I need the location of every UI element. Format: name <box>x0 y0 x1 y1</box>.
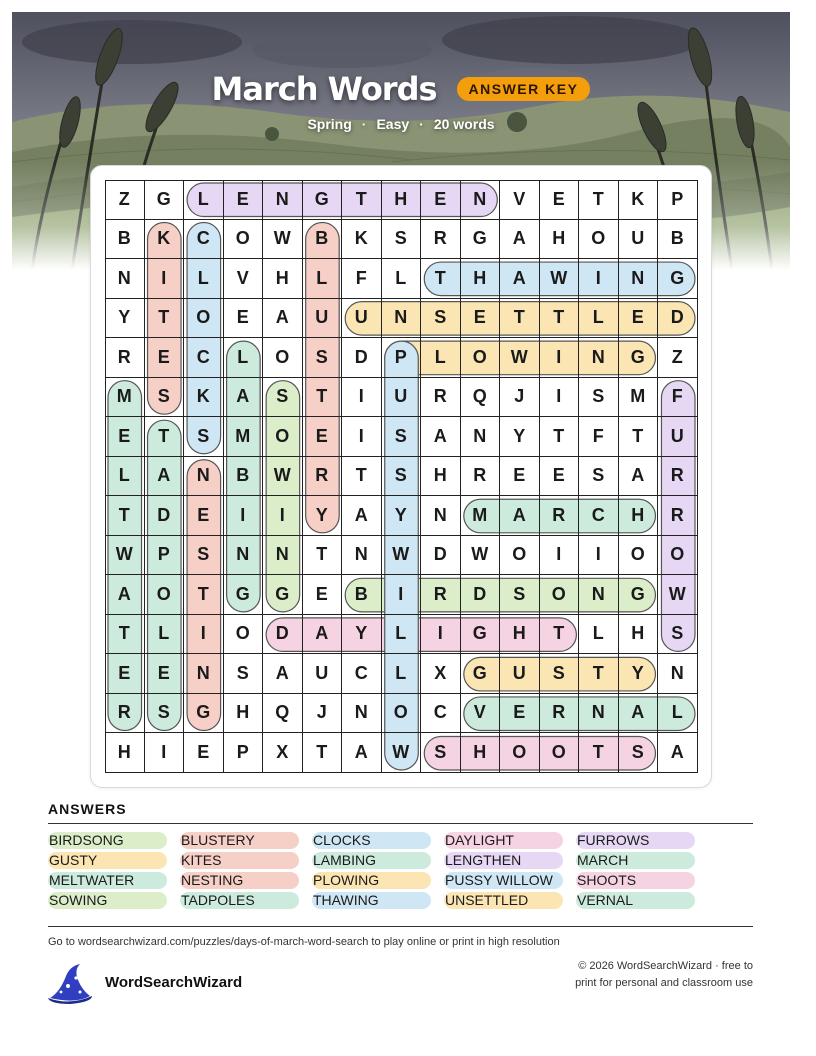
grid-cell: D <box>342 338 382 378</box>
grid-cell: W <box>658 575 698 615</box>
grid-cell: P <box>224 733 264 773</box>
answers-heading: ANSWERS <box>48 801 127 817</box>
grid-cell: H <box>105 733 145 773</box>
grid-cell: H <box>500 615 540 655</box>
answer-item: SOWING <box>48 892 167 909</box>
grid-cell: M <box>224 417 264 457</box>
answer-item: LENGTHEN <box>444 852 563 869</box>
grid-cell: L <box>184 259 224 299</box>
grid-cell: T <box>342 180 382 220</box>
grid-cell: X <box>263 733 303 773</box>
grid-cell: G <box>184 694 224 734</box>
answer-item: KITES <box>180 852 299 869</box>
grid-cell: I <box>145 259 185 299</box>
grid-cell: N <box>105 259 145 299</box>
grid-cell: F <box>579 417 619 457</box>
grid-cell: G <box>461 220 501 260</box>
grid-cell: A <box>145 457 185 497</box>
grid-cell: A <box>342 733 382 773</box>
grid-cell: O <box>500 733 540 773</box>
grid-cell: J <box>500 378 540 418</box>
grid-cell: E <box>540 180 580 220</box>
grid-cell: S <box>421 299 461 339</box>
grid-cell: U <box>303 299 343 339</box>
answer-item: CLOCKS <box>312 832 431 849</box>
grid-cell: O <box>184 299 224 339</box>
grid-cell: C <box>184 220 224 260</box>
grid-cell: E <box>303 417 343 457</box>
grid-cell: V <box>500 180 540 220</box>
grid-cell: E <box>145 338 185 378</box>
grid-cell: B <box>224 457 264 497</box>
grid-cell: A <box>619 694 659 734</box>
grid-cell: H <box>461 259 501 299</box>
grid-cell: O <box>224 220 264 260</box>
grid-cell: A <box>421 417 461 457</box>
grid-cell: W <box>263 457 303 497</box>
grid-cell: B <box>342 575 382 615</box>
grid-cell: I <box>145 733 185 773</box>
grid-cell: I <box>184 615 224 655</box>
grid-cell: U <box>658 417 698 457</box>
grid-cell: O <box>500 536 540 576</box>
grid-cell: I <box>382 575 422 615</box>
grid-cell: N <box>579 694 619 734</box>
grid-cell: T <box>579 180 619 220</box>
grid-cell: W <box>500 338 540 378</box>
grid-cell: A <box>342 496 382 536</box>
difficulty-label: Easy <box>376 116 410 132</box>
word-count-label: 20 words <box>433 116 495 132</box>
grid-cell: A <box>658 733 698 773</box>
grid-cell: D <box>263 615 303 655</box>
grid-cell: G <box>461 654 501 694</box>
theme-label: Spring <box>307 116 352 132</box>
answer-item: NESTING <box>180 872 299 889</box>
grid-cell: B <box>658 220 698 260</box>
grid-cell: N <box>579 338 619 378</box>
grid-cell: K <box>619 180 659 220</box>
grid-cell: T <box>540 417 580 457</box>
grid-cell: T <box>105 615 145 655</box>
grid-cell: S <box>382 457 422 497</box>
grid-cell: I <box>579 536 619 576</box>
grid-cell: L <box>105 457 145 497</box>
grid-cell: A <box>619 457 659 497</box>
grid-cell: P <box>382 338 422 378</box>
grid-cell: Z <box>658 338 698 378</box>
answer-item: BIRDSONG <box>48 832 167 849</box>
grid-cell: H <box>619 496 659 536</box>
word-grid <box>105 180 698 773</box>
grid-cell: E <box>105 417 145 457</box>
grid-cell: S <box>145 694 185 734</box>
grid-cell: L <box>382 654 422 694</box>
grid-cell: L <box>184 180 224 220</box>
grid-cell: A <box>500 496 540 536</box>
grid-cell: L <box>579 615 619 655</box>
puzzle-meta <box>12 116 790 132</box>
grid-cell: A <box>263 654 303 694</box>
grid-cell: Q <box>263 694 303 734</box>
grid-cell: T <box>303 378 343 418</box>
grid-cell: U <box>342 299 382 339</box>
grid-cell: P <box>658 180 698 220</box>
grid-cell: N <box>421 496 461 536</box>
grid-cell: T <box>145 299 185 339</box>
grid-cell: W <box>382 536 422 576</box>
grid-cell: T <box>579 733 619 773</box>
grid-cell: E <box>184 733 224 773</box>
answer-item: BLUSTERY <box>180 832 299 849</box>
grid-cell: E <box>105 654 145 694</box>
grid-cell: Q <box>461 378 501 418</box>
grid-cell: T <box>184 575 224 615</box>
grid-cell: I <box>540 338 580 378</box>
grid-cell: N <box>263 180 303 220</box>
grid-cell: S <box>145 378 185 418</box>
grid-cell: F <box>342 259 382 299</box>
grid-cell: H <box>461 733 501 773</box>
grid-cell: N <box>579 575 619 615</box>
grid-cell: L <box>224 338 264 378</box>
answer-item: LAMBING <box>312 852 431 869</box>
grid-cell: C <box>184 338 224 378</box>
grid-cell: V <box>224 259 264 299</box>
grid-cell: R <box>421 378 461 418</box>
grid-cell: E <box>145 654 185 694</box>
brand-name: WordSearchWizard <box>105 974 243 991</box>
grid-cell: B <box>105 220 145 260</box>
grid-cell: C <box>579 496 619 536</box>
grid-cell: C <box>342 654 382 694</box>
grid-cell: O <box>224 615 264 655</box>
grid-cell: T <box>303 733 343 773</box>
grid-cell: N <box>342 536 382 576</box>
answer-item: MARCH <box>576 852 695 869</box>
grid-cell: I <box>579 259 619 299</box>
grid-cell: A <box>500 220 540 260</box>
grid-cell: U <box>382 378 422 418</box>
grid-cell: L <box>658 694 698 734</box>
grid-cell: Y <box>500 417 540 457</box>
grid-cell: E <box>540 457 580 497</box>
grid-cell: S <box>303 338 343 378</box>
grid-cell: U <box>619 220 659 260</box>
grid-cell: T <box>579 654 619 694</box>
grid-cell: R <box>658 496 698 536</box>
grid-cell: K <box>145 220 185 260</box>
grid-cell: I <box>421 615 461 655</box>
grid-cell: N <box>658 654 698 694</box>
grid-cell: D <box>658 299 698 339</box>
grid-cell: G <box>619 575 659 615</box>
grid-cell: T <box>540 615 580 655</box>
wizard-hat-icon <box>46 962 94 1006</box>
grid-cell: S <box>184 536 224 576</box>
grid-cell: O <box>263 417 303 457</box>
grid-cell: N <box>342 694 382 734</box>
grid-cell: I <box>540 378 580 418</box>
grid-cell: E <box>500 457 540 497</box>
grid-cell: A <box>263 299 303 339</box>
grid-cell: N <box>382 299 422 339</box>
grid-cell: H <box>224 694 264 734</box>
grid-cell: S <box>579 378 619 418</box>
grid-cell: R <box>540 496 580 536</box>
grid-cell: D <box>461 575 501 615</box>
grid-cell: T <box>342 457 382 497</box>
grid-cell: Y <box>303 496 343 536</box>
grid-cell: O <box>658 536 698 576</box>
grid-cell: P <box>145 536 185 576</box>
grid-cell: W <box>540 259 580 299</box>
grid-cell: N <box>263 536 303 576</box>
grid-cell: W <box>461 536 501 576</box>
page-title: March Words <box>211 70 437 108</box>
grid-cell: K <box>184 378 224 418</box>
grid-cell: H <box>263 259 303 299</box>
answer-key-badge: ANSWER KEY <box>457 77 591 101</box>
grid-cell: S <box>658 615 698 655</box>
grid-cell: N <box>461 417 501 457</box>
grid-cell: Y <box>105 299 145 339</box>
grid-cell: A <box>500 259 540 299</box>
grid-cell: H <box>619 615 659 655</box>
grid-cell: I <box>342 378 382 418</box>
grid-cell: F <box>658 378 698 418</box>
grid-cell: A <box>224 378 264 418</box>
grid-cell: E <box>224 180 264 220</box>
grid-cell: O <box>461 338 501 378</box>
grid-cell: E <box>421 180 461 220</box>
grid-cell: I <box>263 496 303 536</box>
grid-cell: Y <box>342 615 382 655</box>
grid-cell: E <box>224 299 264 339</box>
grid-cell: T <box>540 299 580 339</box>
grid-cell: O <box>382 694 422 734</box>
grid-cell: M <box>461 496 501 536</box>
divider <box>48 926 753 927</box>
answer-item: TADPOLES <box>180 892 299 909</box>
grid-cell: R <box>303 457 343 497</box>
grid-cell: S <box>263 378 303 418</box>
grid-cell: S <box>224 654 264 694</box>
grid-cell: G <box>461 615 501 655</box>
grid-cell: E <box>619 299 659 339</box>
answers-list <box>48 832 753 912</box>
grid-cell: G <box>224 575 264 615</box>
grid-cell: E <box>184 496 224 536</box>
grid-cell: R <box>540 694 580 734</box>
grid-cell: A <box>105 575 145 615</box>
grid-cell: I <box>224 496 264 536</box>
answer-item: PLOWING <box>312 872 431 889</box>
grid-cell: O <box>263 338 303 378</box>
answer-item: MELTWATER <box>48 872 167 889</box>
grid-cell: S <box>619 733 659 773</box>
grid-cell: C <box>421 694 461 734</box>
copyright-notice: © 2026 WordSearchWizard · free to print for personal and classroom use <box>575 960 753 989</box>
grid-cell: N <box>461 180 501 220</box>
grid-cell: N <box>619 259 659 299</box>
footer-url: Go to wordsearchwizard.com/puzzles/days-of-march-word-search to play online or print in high resolution <box>48 936 560 948</box>
grid-cell: Z <box>105 180 145 220</box>
grid-cell: H <box>382 180 422 220</box>
grid-cell: W <box>263 220 303 260</box>
grid-cell: G <box>145 180 185 220</box>
grid-cell: N <box>184 654 224 694</box>
answer-item: PUSSY WILLOW <box>444 872 563 889</box>
grid-cell: R <box>421 220 461 260</box>
grid-cell: E <box>461 299 501 339</box>
grid-cell: S <box>421 733 461 773</box>
grid-cell: G <box>263 575 303 615</box>
grid-cell: H <box>540 220 580 260</box>
grid-cell: L <box>303 259 343 299</box>
separator: · <box>419 116 424 132</box>
grid-cell: D <box>421 536 461 576</box>
answer-item: SHOOTS <box>576 872 695 889</box>
grid-cell: M <box>619 378 659 418</box>
grid-cell: Y <box>382 496 422 536</box>
answer-item: VERNAL <box>576 892 695 909</box>
grid-cell: L <box>579 299 619 339</box>
grid-cell: I <box>540 536 580 576</box>
grid-cell: O <box>145 575 185 615</box>
grid-cell: I <box>342 417 382 457</box>
grid-cell: R <box>461 457 501 497</box>
grid-cell: N <box>224 536 264 576</box>
grid-cell: Y <box>619 654 659 694</box>
letter-grid <box>105 180 698 773</box>
grid-cell: V <box>461 694 501 734</box>
grid-cell: E <box>500 694 540 734</box>
grid-cell: N <box>184 457 224 497</box>
grid-cell: R <box>105 694 145 734</box>
grid-cell: L <box>382 615 422 655</box>
grid-cell: T <box>105 496 145 536</box>
grid-cell: W <box>382 733 422 773</box>
grid-cell: S <box>382 417 422 457</box>
divider <box>48 823 753 824</box>
grid-cell: D <box>145 496 185 536</box>
grid-cell: L <box>145 615 185 655</box>
grid-cell: T <box>619 417 659 457</box>
grid-cell: S <box>382 220 422 260</box>
puzzle-card <box>90 165 712 788</box>
grid-cell: G <box>303 180 343 220</box>
grid-cell: O <box>540 733 580 773</box>
grid-cell: T <box>421 259 461 299</box>
grid-cell: T <box>145 417 185 457</box>
grid-cell: S <box>500 575 540 615</box>
grid-cell: U <box>500 654 540 694</box>
answer-item: FURROWS <box>576 832 695 849</box>
answer-item: GUSTY <box>48 852 167 869</box>
title-row <box>12 70 790 108</box>
grid-cell: L <box>421 338 461 378</box>
grid-cell: S <box>540 654 580 694</box>
grid-cell: S <box>184 417 224 457</box>
grid-cell: T <box>303 536 343 576</box>
grid-cell: O <box>579 220 619 260</box>
grid-cell: H <box>421 457 461 497</box>
grid-cell: X <box>421 654 461 694</box>
grid-cell: A <box>303 615 343 655</box>
grid-cell: R <box>658 457 698 497</box>
grid-cell: R <box>421 575 461 615</box>
grid-cell: B <box>303 220 343 260</box>
grid-cell: E <box>303 575 343 615</box>
grid-cell: W <box>105 536 145 576</box>
grid-cell: O <box>540 575 580 615</box>
grid-cell: O <box>619 536 659 576</box>
answer-item: DAYLIGHT <box>444 832 563 849</box>
grid-cell: R <box>105 338 145 378</box>
grid-cell: G <box>619 338 659 378</box>
grid-cell: S <box>579 457 619 497</box>
answer-item: THAWING <box>312 892 431 909</box>
grid-cell: U <box>303 654 343 694</box>
grid-cell: T <box>500 299 540 339</box>
grid-cell: G <box>658 259 698 299</box>
separator: · <box>361 116 367 132</box>
answer-item: UNSETTLED <box>444 892 563 909</box>
grid-cell: M <box>105 378 145 418</box>
grid-cell: K <box>342 220 382 260</box>
grid-cell: L <box>382 259 422 299</box>
grid-cell: J <box>303 694 343 734</box>
